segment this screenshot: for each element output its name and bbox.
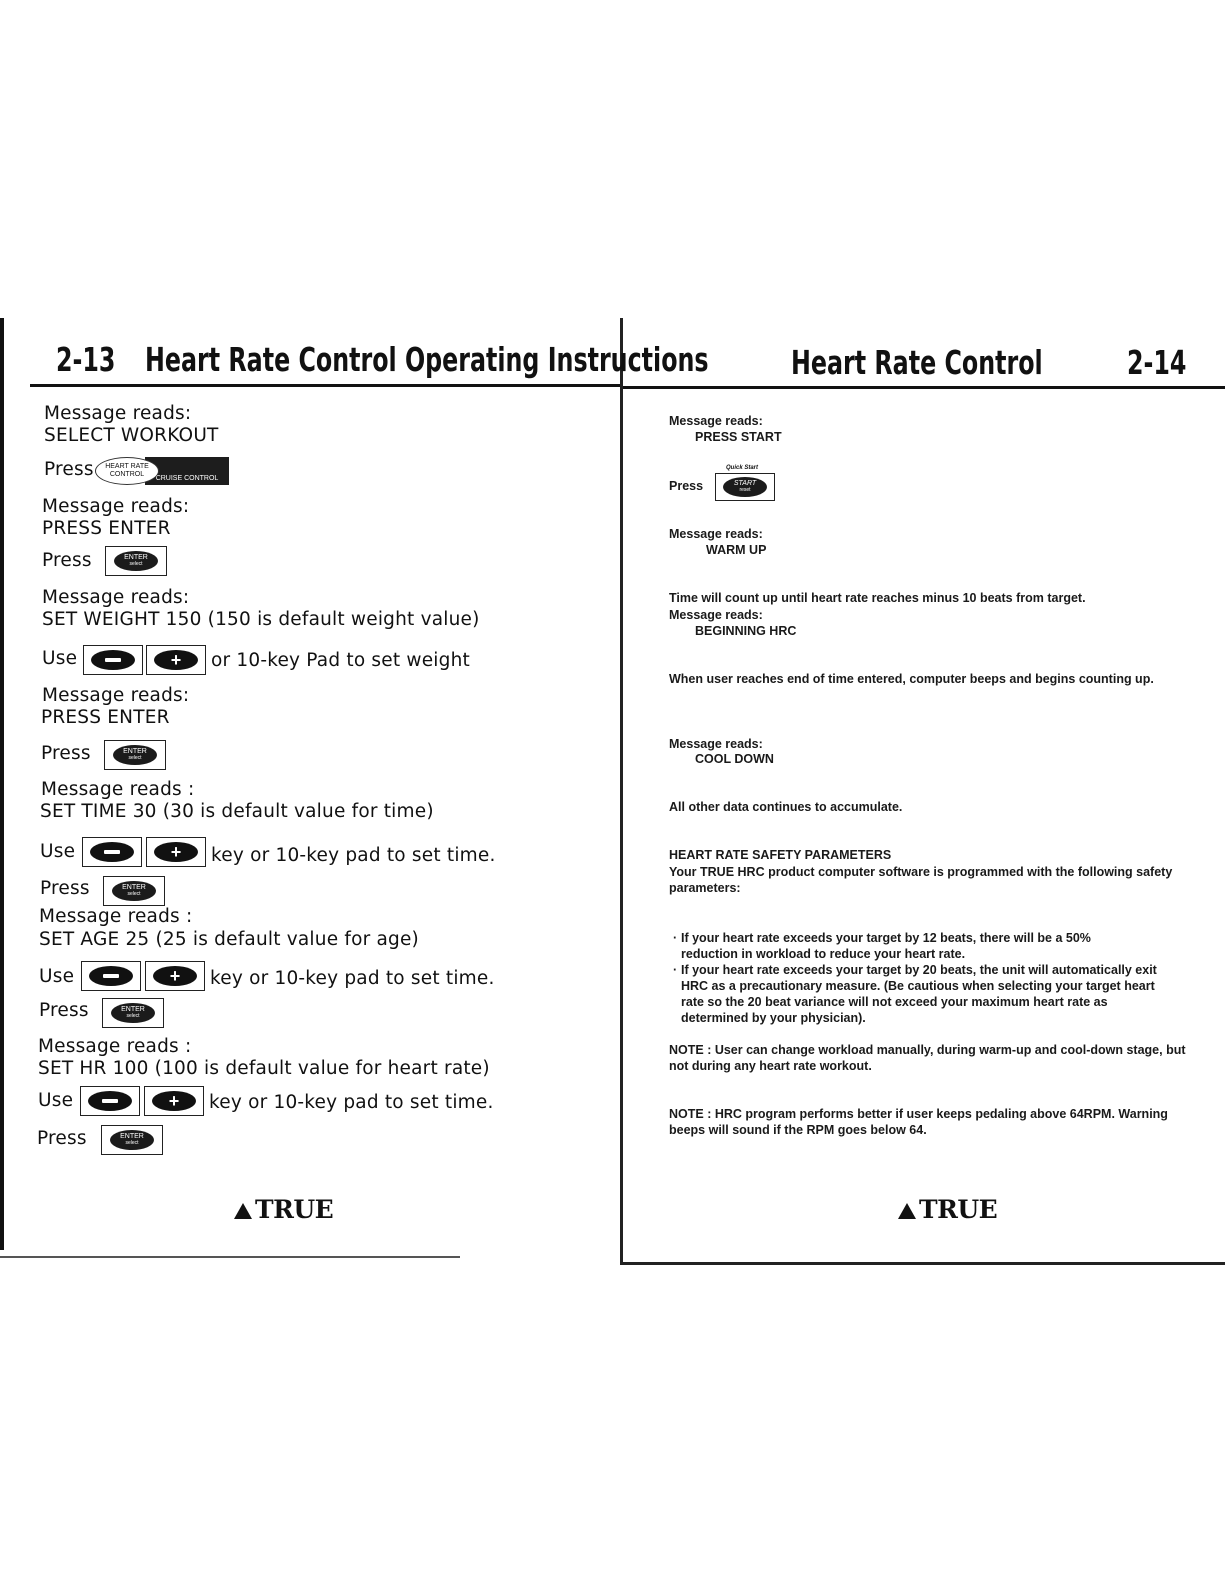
use-label: Use [38, 1090, 74, 1111]
plus-key[interactable] [146, 837, 206, 867]
plus-key[interactable] [146, 645, 206, 675]
enter-key-top: ENTER [124, 554, 148, 561]
right-page-title: Heart Rate Control [791, 343, 1043, 382]
enter-key[interactable] [104, 740, 166, 770]
message-value: WARM UP [706, 543, 767, 557]
enter-key[interactable] [102, 998, 164, 1028]
message-label: Message reads: [669, 527, 763, 541]
use-instruction: key or 10-key pad to set time. [209, 1092, 494, 1113]
bullet-marker: · [673, 963, 678, 977]
message-label: Message reads: [44, 403, 192, 424]
message-label: Message reads : [39, 906, 193, 927]
press-label: Press [42, 550, 92, 571]
message-value: BEGINNING HRC [695, 624, 797, 638]
page-bottom-edge-left [0, 1256, 460, 1258]
left-page-title: Heart Rate Control Operating Instructions [145, 340, 709, 379]
enter-key-oval [110, 1130, 154, 1150]
right-header-rule [623, 386, 1225, 389]
press-label: Press [37, 1128, 87, 1149]
right-page-number: 2-14 [1127, 343, 1187, 382]
minus-key[interactable] [82, 837, 142, 867]
use-instruction: key or 10-key pad to set time. [210, 968, 495, 989]
enter-key-top: ENTER [122, 884, 146, 891]
minus-icon [90, 842, 134, 862]
plus-icon: + [154, 842, 198, 862]
message-value: SELECT WORKOUT [44, 425, 219, 446]
enter-key[interactable] [103, 876, 165, 906]
heart-rate-control-key[interactable] [95, 457, 229, 485]
message-value: SET WEIGHT 150 (150 is default weight value) [42, 609, 480, 630]
enter-key[interactable] [105, 546, 167, 576]
enter-key-bottom: select [129, 561, 143, 567]
enter-key-oval [111, 1003, 155, 1023]
message-label: Message reads: [42, 496, 190, 517]
message-value: SET TIME 30 (30 is default value for time) [40, 801, 434, 822]
enter-key-bottom: select [128, 755, 142, 761]
true-logo-text: TRUE [255, 1195, 334, 1224]
true-logo-left [234, 1195, 333, 1224]
enter-key-top: ENTER [120, 1133, 144, 1140]
message-value: PRESS ENTER [41, 707, 170, 728]
enter-key[interactable] [101, 1125, 163, 1155]
press-label: Press [669, 479, 704, 493]
enter-key-oval [112, 881, 156, 901]
plus-key[interactable] [145, 961, 205, 991]
safety-bullet-2: If your heart rate exceeds your target by 20 beats, the unit will automatically exit HRC as a precautionary measure. (Be cautious when selecting your target heart rate so the 20 beat variance will not exceed your maximum heart rate as determined by your physician). [681, 963, 1157, 1025]
enter-key-oval [113, 745, 157, 765]
use-label: Use [40, 841, 76, 862]
plus-icon: + [152, 1091, 196, 1111]
page-gutter [620, 318, 623, 1263]
hrc-key-oval [95, 457, 159, 485]
enter-key-top: ENTER [123, 748, 147, 755]
true-logo-text: TRUE [919, 1195, 998, 1224]
end-of-time-text: When user reaches end of time entered, computer beeps and begins counting up. [669, 672, 1154, 686]
message-value: PRESS ENTER [42, 518, 171, 539]
message-value: SET HR 100 (100 is default value for heart rate) [38, 1058, 490, 1079]
enter-key-top: ENTER [121, 1006, 145, 1013]
message-value: SET AGE 25 (25 is default value for age) [39, 929, 419, 950]
message-label: Message reads: [669, 737, 763, 751]
true-logo-mark [234, 1203, 252, 1219]
message-label: Message reads: [42, 587, 190, 608]
use-label: Use [42, 648, 78, 669]
enter-key-bottom: select [126, 1013, 140, 1019]
message-label: Message reads: [42, 685, 190, 706]
press-label: Press [44, 459, 94, 480]
minus-icon [91, 650, 135, 670]
plus-icon: + [154, 650, 198, 670]
left-page-number: 2-13 [56, 340, 116, 379]
message-value: PRESS START [695, 430, 782, 444]
use-instruction: or 10-key Pad to set weight [211, 650, 470, 671]
minus-key[interactable] [81, 961, 141, 991]
true-logo-mark [898, 1203, 916, 1219]
minus-key[interactable] [80, 1086, 140, 1116]
accumulate-text: All other data continues to accumulate. [669, 800, 903, 814]
cruise-control-label: CRUISE CONTROL [145, 457, 229, 485]
press-label: Press [41, 743, 91, 764]
use-instruction: key or 10-key pad to set time. [211, 845, 496, 866]
hrc-key-line1: HEART RATE [105, 463, 149, 470]
page-bottom-edge [620, 1262, 1225, 1265]
quick-start-label: Quick Start [726, 465, 759, 471]
note-workload: NOTE : User can change workload manually, during warm-up and cool-down stage, but not during any heart rate workout. [669, 1043, 1186, 1073]
safety-bullet-1: If your heart rate exceeds your target by 12 beats, there will be a 50% reduction in workload to reduce your heart rate. [681, 931, 1091, 961]
bullet-marker: · [673, 931, 678, 945]
press-label: Press [40, 878, 90, 899]
message-label: Message reads: [669, 414, 763, 428]
plus-icon: + [153, 966, 197, 986]
message-label: Message reads: [669, 608, 763, 622]
count-up-text: Time will count up until heart rate reaches minus 10 beats from target. [669, 591, 1086, 605]
start-key-oval [723, 477, 767, 497]
safety-intro: Your TRUE HRC product computer software is programmed with the following safety parameters: [669, 865, 1173, 895]
press-label: Press [39, 1000, 89, 1021]
true-logo-right [898, 1195, 997, 1224]
minus-icon [88, 1091, 132, 1111]
message-label: Message reads : [38, 1036, 192, 1057]
start-key-top: START [733, 480, 757, 487]
safety-heading: HEART RATE SAFETY PARAMETERS [669, 848, 892, 862]
message-value: COOL DOWN [695, 752, 774, 766]
enter-key-bottom: select [125, 1140, 139, 1146]
start-key[interactable] [715, 473, 775, 501]
enter-key-bottom: select [127, 891, 141, 897]
enter-key-oval [114, 551, 158, 571]
minus-icon [89, 966, 133, 986]
left-header-rule [30, 384, 620, 387]
minus-key[interactable] [83, 645, 143, 675]
use-label: Use [39, 966, 75, 987]
plus-key[interactable] [144, 1086, 204, 1116]
note-rpm: NOTE : HRC program performs better if user keeps pedaling above 64RPM. Warning beeps will sound if the RPM goes below 64. [669, 1107, 1168, 1137]
message-label: Message reads : [41, 779, 195, 800]
hrc-key-line2: CONTROL [109, 471, 145, 478]
start-key-bottom: reset [739, 487, 751, 493]
scan-edge [0, 318, 4, 1250]
